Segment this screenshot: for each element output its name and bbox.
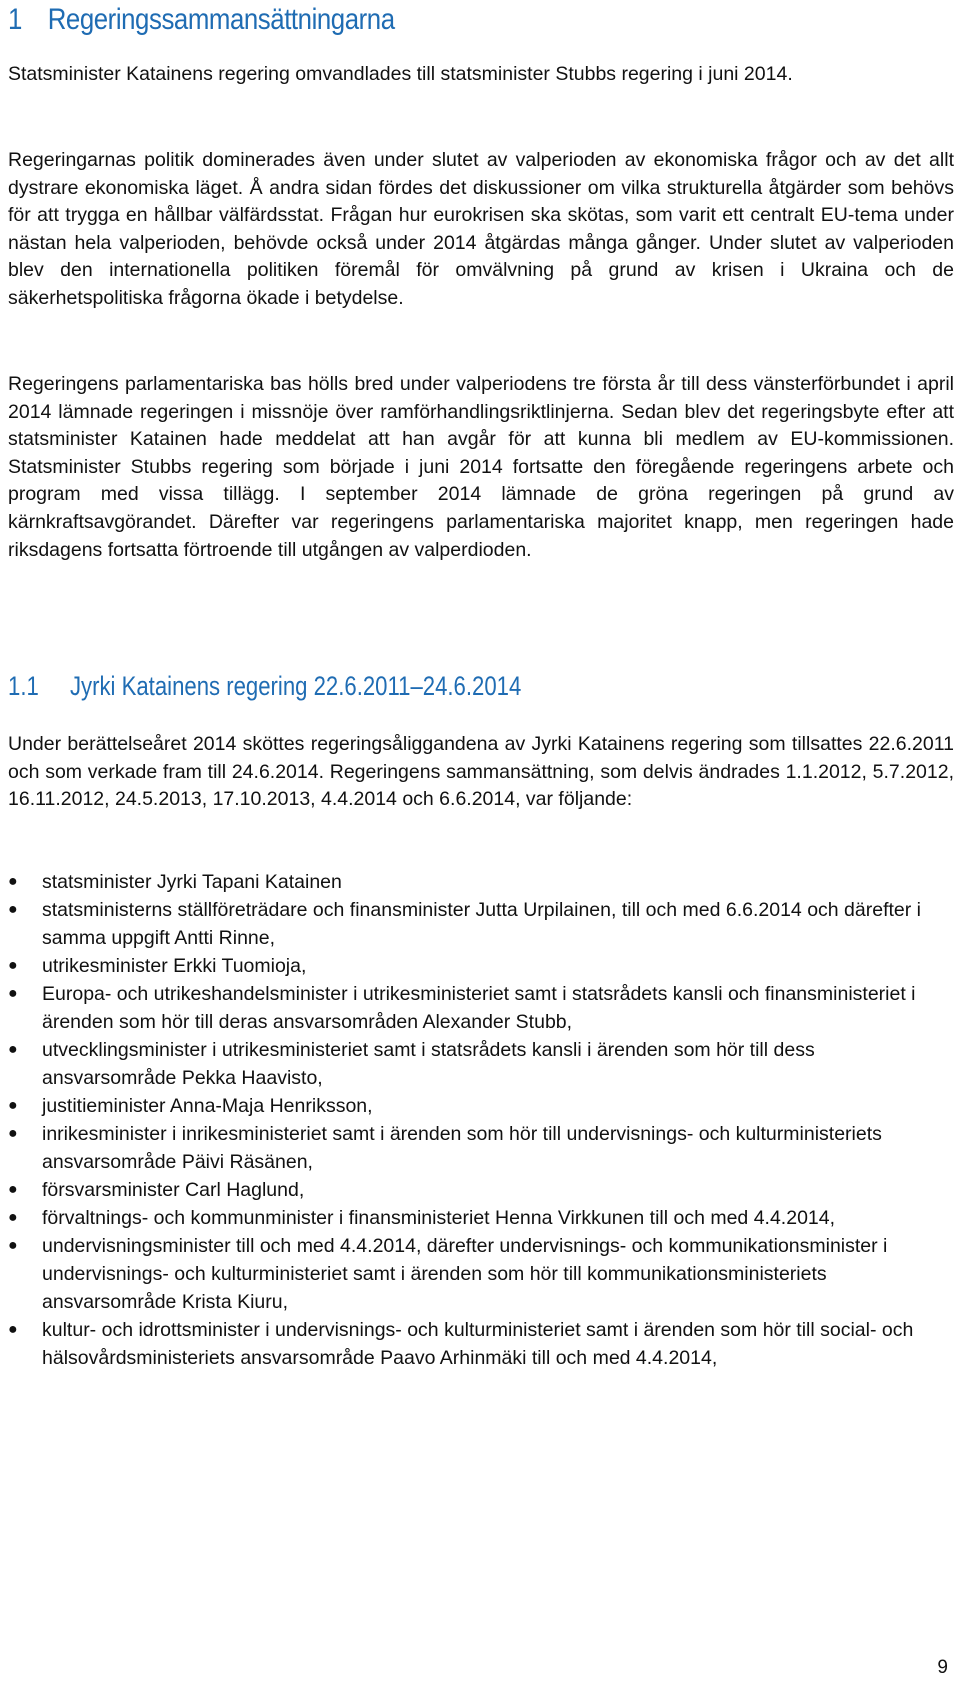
list-item <box>8 980 954 1036</box>
subsection-heading <box>8 668 521 704</box>
bullet-icon: ● <box>8 901 18 918</box>
bullet-icon: ● <box>8 1209 18 1226</box>
paragraph-parliamentary-base: Regeringens parlamentariska bas hölls bred under valperiodens tre första år till dess vänsterförbundet i april 2014 lämnade regeringen i missnöje över ramförhandlingsriktlinjerna. Sedan blev det regeringsbyte efter att statsminister Katainen hade meddelat att han avgår för att kunna bli medlem av EU-kommissionen. Statsminister Stubbs regering som började i juni 2014 fortsatte den föregående regeringens arbete och program med vissa tillägg. I september 2014 lämnade de gröna regeringen på grund av kärnkraftsavgörandet. Därefter var regeringens parlamentariska majoritet knapp, men regeringen hade riksdagens fortsatta förtroende till utgången av valperdioden. <box>8 373 954 561</box>
section-number: 1 <box>8 3 22 36</box>
list-item-text: förvaltnings- och kommunminister i finansministeriet Henna Virkkunen till och med 4.4.2014, <box>42 1207 836 1229</box>
list-item-text: utvecklingsminister i utrikesministeriet samt i statsrådets kansli i ärenden som hör till dess ansvarsområde Pekka Haavisto, <box>42 1039 815 1089</box>
minister-list <box>8 868 954 1372</box>
list-item-text: utrikesminister Erkki Tuomioja, <box>42 955 307 977</box>
list-item <box>8 1036 954 1092</box>
bullet-icon: ● <box>8 985 18 1002</box>
list-item <box>8 896 954 952</box>
section-title: Regeringssammansättningarna <box>47 3 395 36</box>
list-item-text: justitieminister Anna-Maja Henriksson, <box>42 1095 373 1117</box>
paragraph-politics: Regeringarnas politik dominerades även under slutet av valperioden av ekonomiska frågor och av det allt dystrare ekonomiska läget. Å andra sidan fördes det diskussioner om vilka strukturella åtgärder som behövs för att trygga en hållbar välfärdsstat. Frågan hur eurokrisen ska skötas, som varit ett centralt EU-tema under nästan hela valperioden, behövde också under 2014 åtgärdas många gånger. Under slutet av valperioden blev den internationella politiken föremål för omvälvning på grund av krisen i Ukraina och de säkerhetspolitiska frågorna ökade i betydelse. <box>8 149 954 309</box>
bullet-icon: ● <box>8 1097 18 1114</box>
list-item <box>8 1316 954 1372</box>
list-item <box>8 1092 954 1120</box>
paragraph-government-composition: Under berättelseåret 2014 sköttes regeringsåliggandena av Jyrki Katainens regering som tillsattes 22.6.2011 och som verkade fram till 24.6.2014. Regeringens sammansättning, som delvis ändrades 1.1.2012, 5.7.2012, 16.11.2012, 24.5.2013, 17.10.2013, 4.4.2014 och 6.6.2014, var följande: <box>8 733 954 811</box>
bullet-icon: ● <box>8 957 18 974</box>
list-item <box>8 1232 954 1316</box>
paragraph-intro: Statsminister Katainens regering omvandlades till statsminister Stubbs regering i juni 2014. <box>8 63 793 85</box>
list-item-text: statsministerns ställföreträdare och finansminister Jutta Urpilainen, till och med 6.6.2014 och därefter i samma uppgift Antti Rinne, <box>42 899 922 949</box>
bullet-icon: ● <box>8 1125 18 1142</box>
list-item-text: inrikesminister i inrikesministeriet samt i ärenden som hör till undervisnings- och kulturministeriets ansvarsområde Päivi Räsänen, <box>42 1123 882 1173</box>
list-item-text: statsminister Jyrki Tapani Katainen <box>42 871 342 893</box>
list-item <box>8 868 954 896</box>
list-item <box>8 1120 954 1176</box>
bullet-icon: ● <box>8 1237 18 1254</box>
list-item-text: försvarsminister Carl Haglund, <box>42 1179 305 1201</box>
list-item-text: Europa- och utrikeshandelsminister i utrikesministeriet samt i statsrådets kansli och finansministeriet i ärenden som hör till deras ansvarsområden Alexander Stubb, <box>42 983 916 1033</box>
subsection-title: Jyrki Katainens regering 22.6.2011–24.6.2014 <box>69 671 522 701</box>
page-number: 9 <box>937 1657 948 1678</box>
list-item <box>8 952 954 980</box>
list-item <box>8 1204 954 1232</box>
subsection-number: 1.1 <box>8 671 39 701</box>
bullet-icon: ● <box>8 1181 18 1198</box>
bullet-icon: ● <box>8 1321 18 1338</box>
list-item <box>8 1176 954 1204</box>
section-heading <box>8 2 395 38</box>
bullet-icon: ● <box>8 873 18 890</box>
list-item-text: kultur- och idrottsminister i undervisnings- och kulturministeriet samt i ärenden som hör till social- och hälsovårdsministeriets ansvarsområde Paavo Arhinmäki till och med 4.4.2014, <box>42 1319 914 1369</box>
bullet-icon: ● <box>8 1041 18 1058</box>
list-item-text: undervisningsminister till och med 4.4.2014, därefter undervisnings- och kommunikationsminister i undervisnings- och kulturministeriet samt i ärenden som hör till kommunikationsministeriets ansvarsområde Krista Kiuru, <box>42 1235 888 1313</box>
